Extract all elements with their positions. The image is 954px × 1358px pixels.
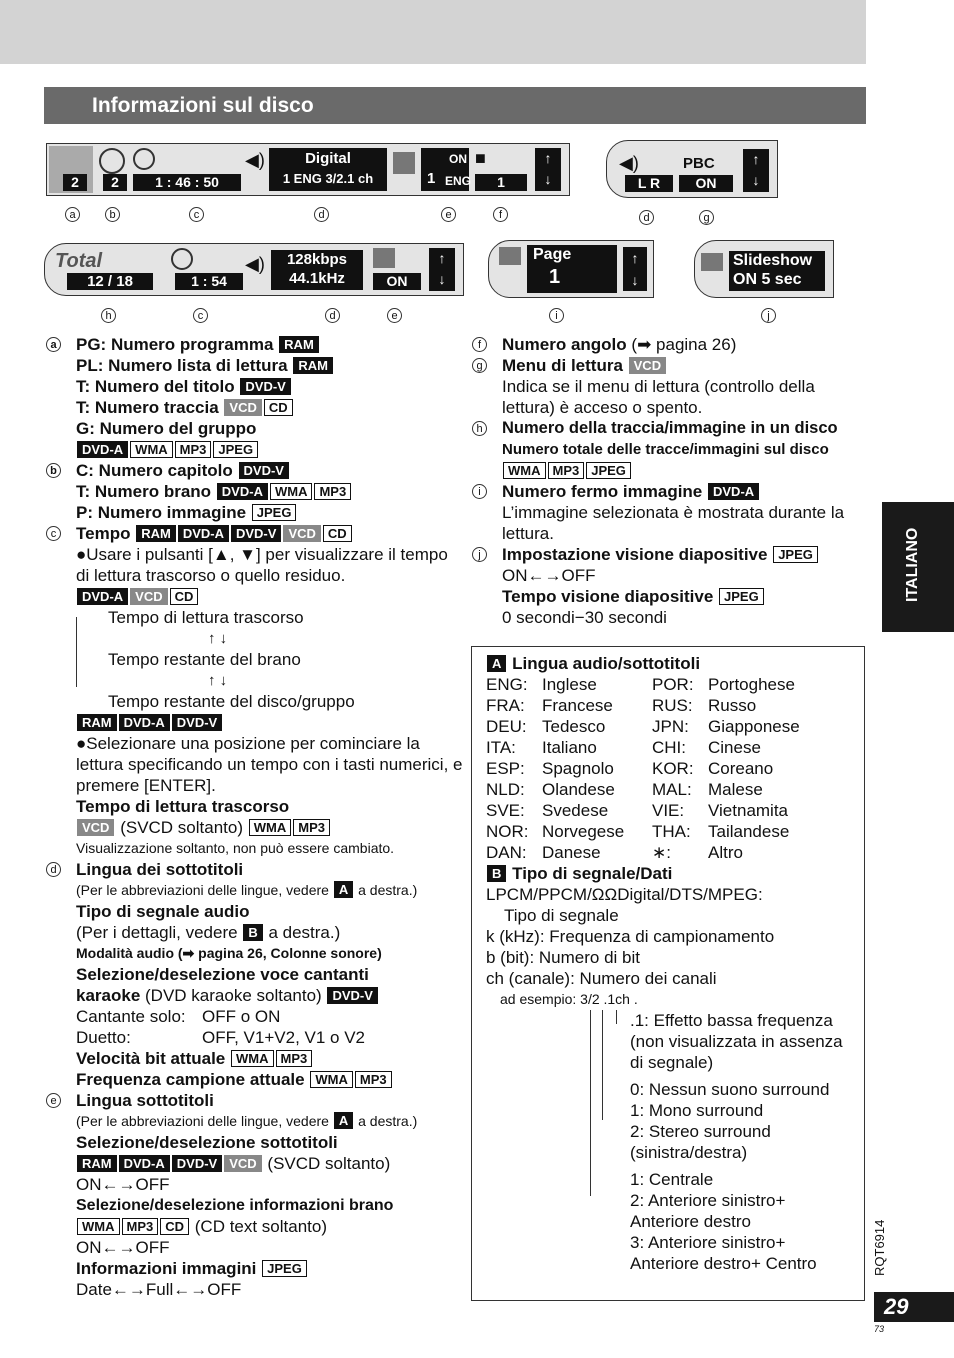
- time-search-instructions: ●Selezionare una posizione per cominciare la lettura specificando un tempo con i tasti numerici, e premere [ENTER].: [76, 734, 463, 795]
- lang-name: Francese: [542, 696, 613, 715]
- chapter-value: 2: [103, 174, 127, 191]
- callout-j: j: [761, 308, 776, 323]
- angle-heading: Numero angolo: [502, 335, 627, 354]
- marker-h: h: [472, 421, 487, 436]
- tag-cd: CD: [264, 399, 293, 416]
- chapter-icon: [99, 148, 125, 174]
- language-tab: [882, 502, 954, 632]
- track-info-heading: Selezione/deselezione informazioni brano: [76, 1197, 394, 1214]
- item-g: [470, 355, 870, 418]
- marker-f: f: [472, 337, 487, 352]
- track-total-heading: Numero totale delle tracce/immagini sul disco: [502, 441, 829, 458]
- tag-vcd: VCD: [629, 357, 666, 374]
- item-c: [44, 523, 464, 859]
- karaoke-heading: Selezione/deselezione voce cantanti: [76, 965, 369, 984]
- tag-dvda: DVD-A: [178, 525, 229, 542]
- lr-value: L R: [625, 175, 673, 192]
- still-heading: Numero fermo immagine: [502, 482, 703, 501]
- lang-name: Russo: [708, 696, 757, 715]
- note-front2: 2: Anteriore sinistro+ Anteriore destro: [630, 1191, 786, 1231]
- still-desc: L’immagine selezionata è mostrata durante la lettura.: [502, 503, 845, 543]
- item-f: [470, 334, 870, 355]
- tag-mp3: MP3: [276, 1050, 313, 1067]
- lang-code: ENG:: [486, 675, 528, 694]
- slideshow-box: [729, 251, 825, 291]
- tag-mp3: MP3: [293, 819, 330, 836]
- callout-b: b: [105, 207, 120, 222]
- page-number: 1: [549, 266, 561, 288]
- cycle-remaining-disc: Tempo restante del disco/gruppo: [108, 692, 355, 711]
- karaoke-word: karaoke: [76, 986, 141, 1005]
- tag-dvdv: DVD-V: [240, 378, 290, 395]
- image-icon: [499, 247, 521, 265]
- tag-wma: WMA: [77, 1218, 120, 1235]
- pg-text: PG: Numero programma: [76, 335, 274, 354]
- cycle-elapsed: Tempo di lettura trascorso: [108, 608, 304, 627]
- chapter-text: C: Numero capitolo: [76, 461, 233, 480]
- callout-e: e: [441, 207, 456, 222]
- lang-code: DEU:: [486, 717, 527, 736]
- svcd-note: (SVCD soltanto): [120, 818, 244, 837]
- lang-name: Giapponese: [708, 717, 800, 736]
- audio-info: 1 ENG 3/2.1 ch: [282, 171, 374, 186]
- tag-dvdv: DVD-V: [172, 714, 222, 731]
- callout-f: f: [493, 207, 508, 222]
- note-no-surround: 0: Nessun suono surround: [630, 1080, 830, 1099]
- example: ad esempio: 3/2 .1ch .: [500, 991, 638, 1007]
- tag-wma: WMA: [249, 819, 292, 836]
- abbr-note-end: a destra.): [358, 882, 418, 898]
- callout-i: i: [549, 308, 564, 323]
- samplerate-heading: Frequenza campione attuale: [76, 1070, 305, 1089]
- lang-code: VIE:: [652, 801, 685, 820]
- lang-code: THA:: [652, 822, 691, 841]
- speaker-icon: ◀): [619, 153, 639, 173]
- lang-code: DAN:: [486, 843, 527, 862]
- duet-label: Duetto:: [76, 1028, 131, 1047]
- callout-c: c: [189, 207, 204, 222]
- lang-title: Lingua audio/sottotitoli: [512, 654, 701, 673]
- tag-dvda: DVD-A: [119, 714, 170, 731]
- box-tag-a: A: [487, 655, 506, 672]
- note-mono: 1: Mono surround: [630, 1101, 764, 1120]
- lang-code: ∗:: [652, 843, 671, 862]
- tag-dvdv: DVD-V: [327, 987, 377, 1004]
- page-label: Page: [533, 246, 572, 263]
- callout-d: d: [639, 210, 654, 225]
- updown-button[interactable]: ↑ ↓: [743, 149, 769, 192]
- trackinfo-onoff: ON←→OFF: [76, 1238, 170, 1257]
- lang-code: ESP:: [486, 759, 525, 778]
- image-text: P: Numero immagine: [76, 503, 247, 522]
- osd-slideshow-display: [694, 240, 834, 298]
- updown-button[interactable]: ↑ ↓: [429, 248, 455, 291]
- callout-h: h: [101, 308, 116, 323]
- marker-a: a: [46, 337, 61, 352]
- lang-name: Tailandese: [708, 822, 790, 841]
- clock-icon: [171, 248, 193, 270]
- tag-ram: RAM: [293, 357, 333, 374]
- lang-code: KOR:: [652, 759, 694, 778]
- pg-value: 2: [63, 174, 87, 191]
- duet-value: OFF, V1+V2, V1 o V2: [202, 1028, 366, 1047]
- khz-desc: k (kHz): Frequenza di campionamento: [486, 927, 775, 946]
- osd-vcd-display: [606, 140, 778, 198]
- tag-vcd: VCD: [224, 399, 261, 416]
- note-stereo: 2: Stereo surround (sinistra/destra): [630, 1122, 771, 1162]
- camera-icon: ■: [475, 148, 486, 168]
- cycle-remaining-track: Tempo restante del brano: [108, 650, 301, 669]
- pbc-label: PBC: [683, 155, 715, 172]
- karaoke-note: (DVD karaoke soltanto): [145, 986, 322, 1005]
- subtitle-box: [421, 148, 472, 191]
- updown-button[interactable]: ↑ ↓: [535, 148, 561, 191]
- lang-code: ITA:: [486, 738, 516, 757]
- lang-code: CHI:: [652, 738, 686, 757]
- box-tag-b: B: [487, 865, 506, 882]
- lang-code: RUS:: [652, 696, 693, 715]
- lang-name: Inglese: [542, 675, 597, 694]
- tag-jpeg: JPEG: [719, 588, 764, 605]
- tag-cd: CD: [170, 588, 199, 605]
- ch-desc: ch (canale): Numero dei canali: [486, 969, 717, 988]
- tag-wma: WMA: [503, 462, 546, 479]
- lang-name: Italiano: [542, 738, 597, 757]
- details-note: (Per i dettagli, vedere: [76, 923, 238, 942]
- tag-ram: RAM: [136, 525, 176, 542]
- note-center: 1: Centrale: [630, 1170, 714, 1189]
- marker-i: i: [472, 484, 487, 499]
- item-i: [470, 481, 870, 544]
- tag-mp3: MP3: [314, 483, 351, 500]
- time-cycle: Tempo di lettura trascorso ↑ ↓ Tempo restante del brano ↑ ↓ Tempo restante del disco/gruppo: [76, 607, 464, 712]
- abbr-note: (Per le abbreviazioni delle lingue, vedere: [76, 1113, 329, 1129]
- time-heading: Tempo: [76, 524, 131, 543]
- ref-b: B: [243, 924, 262, 941]
- lang-name: Coreano: [708, 759, 774, 778]
- tag-dvdv: DVD-V: [172, 1155, 222, 1172]
- left-column: [44, 334, 464, 1300]
- tag-wma: WMA: [130, 441, 173, 458]
- subtitle-heading: Lingua sottotitoli: [76, 1091, 214, 1110]
- lang-name: Danese: [542, 843, 601, 862]
- tag-ram: RAM: [77, 714, 117, 731]
- speaker-icon: ◀): [245, 254, 265, 274]
- lang-name: Olandese: [542, 780, 615, 799]
- marker-j: j: [472, 547, 487, 562]
- kbps-value: 128kbps: [286, 251, 348, 268]
- callout-c: c: [193, 308, 208, 323]
- tag-ram: RAM: [279, 336, 319, 353]
- tag-mp3: MP3: [175, 441, 212, 458]
- image-info-cycle: Date←→Full←→OFF: [76, 1280, 242, 1299]
- slide-time-heading: Tempo visione diapositive: [502, 587, 714, 606]
- language-label: ITALIANO: [904, 527, 921, 602]
- clock-icon: [133, 148, 155, 170]
- subtitle-toggle-heading: Selezione/deselezione sottotitoli: [76, 1133, 338, 1152]
- lang-code: MAL:: [652, 780, 692, 799]
- lang-code: NLD:: [486, 780, 525, 799]
- osd-dvd-display: [46, 143, 570, 196]
- audio-mode-note: Modalità audio (➡ pagina 26, Colonne sonore): [76, 945, 382, 961]
- solo-value: OFF o ON: [202, 1007, 281, 1026]
- digital-label: Digital: [305, 150, 351, 167]
- svcd-note: (SVCD soltanto): [267, 1154, 391, 1173]
- tag-cd: CD: [323, 525, 352, 542]
- tag-cd: CD: [160, 1218, 189, 1235]
- lang-table: [486, 674, 856, 863]
- reference-box: [471, 646, 865, 1301]
- tag-dvda: DVD-A: [708, 483, 759, 500]
- doc-code: RQT6914: [872, 1219, 887, 1276]
- top-band: [0, 0, 866, 64]
- slideshow-label: Slideshow: [733, 252, 813, 269]
- callout-g: g: [699, 210, 714, 225]
- subtitle-lang-heading: Lingua dei sottotitoli: [76, 860, 244, 879]
- page-number: 29: [874, 1292, 954, 1322]
- right-column: [470, 334, 870, 628]
- display-only-note: Visualizzazione soltanto, non può essere cambiato.: [76, 840, 395, 856]
- track-text: T: Numero brano: [76, 482, 212, 501]
- tag-dvda: DVD-A: [217, 483, 268, 500]
- details-note-end: a destra.): [268, 923, 341, 942]
- pbc-desc: Indica se il menu di lettura (controllo della lettura) è acceso o spento.: [502, 377, 815, 417]
- item-j: [470, 544, 870, 628]
- tag-mp3: MP3: [355, 1071, 392, 1088]
- callout-d: d: [325, 308, 340, 323]
- subtitle-onoff: ON←→OFF: [76, 1175, 170, 1194]
- section-title: Informazioni sul disco: [44, 87, 866, 124]
- marker-e: e: [46, 1093, 61, 1108]
- solo-label: Cantante solo:: [76, 1007, 186, 1026]
- tag-vcd: VCD: [130, 588, 167, 605]
- info-value: ON: [373, 273, 421, 290]
- speaker-icon: ◀): [245, 150, 265, 170]
- osd-page-display: [488, 240, 654, 298]
- tag-vcd: VCD: [77, 819, 114, 836]
- slide-time-range: 0 secondi−30 secondi: [502, 608, 667, 627]
- track-num-text: T: Numero traccia: [76, 398, 219, 417]
- title-num-text: T: Numero del titolo: [76, 377, 235, 396]
- subtitle-icon: [393, 152, 415, 174]
- item-b: [44, 460, 464, 523]
- image-info-heading: Informazioni immagini: [76, 1259, 257, 1278]
- image-icon: [701, 253, 723, 271]
- signal-types: LPCM/PPCM/ΩΩDigital/DTS/MPEG:: [486, 885, 763, 904]
- lang-name: Svedese: [542, 801, 609, 820]
- pbc-heading: Menu di lettura: [502, 356, 623, 375]
- tag-dvda: DVD-A: [77, 441, 128, 458]
- item-d: [44, 859, 464, 1090]
- item-a: [44, 334, 464, 460]
- audio-signal-heading: Tipo di segnale audio: [76, 902, 250, 921]
- lang-name: Vietnamita: [708, 801, 789, 820]
- lang-code: JPN:: [652, 717, 689, 736]
- pbc-value: ON: [679, 175, 733, 192]
- lang-name: Norvegese: [542, 822, 625, 841]
- ref-a: A: [334, 881, 353, 898]
- tag-jpeg: JPEG: [213, 441, 258, 458]
- item-h: [470, 418, 870, 481]
- cdtext-note: (CD text soltanto): [194, 1217, 328, 1236]
- marker-d: d: [46, 862, 61, 877]
- track-value: 12 / 18: [67, 273, 153, 290]
- small-page-number: 73: [874, 1324, 885, 1334]
- angle-ref: (➡ pagina 26): [631, 335, 737, 354]
- osd-mp3-display: [44, 243, 464, 296]
- lang-name: Portoghese: [708, 675, 795, 694]
- pl-text: PL: Numero lista di lettura: [76, 356, 288, 375]
- tag-vcd: VCD: [224, 1155, 261, 1172]
- time-value: 1 : 46 : 50: [133, 174, 241, 191]
- tag-dvdv: DVD-V: [231, 525, 281, 542]
- track-num-heading: Numero della traccia/immagine in un disco: [502, 419, 838, 437]
- tag-wma: WMA: [310, 1071, 353, 1088]
- subtitle-lang: ENG: [445, 174, 472, 188]
- tag-mp3: MP3: [548, 462, 585, 479]
- note-front3: 3: Anteriore sinistro+ Anteriore destro+ Centro: [630, 1233, 817, 1273]
- elapsed-heading: Tempo di lettura trascorso: [76, 797, 290, 816]
- khz-value: 44.1kHz: [289, 270, 345, 287]
- angle-value: 1: [475, 174, 527, 191]
- tag-dvda: DVD-A: [119, 1155, 170, 1172]
- subtitle-num: 1: [427, 170, 436, 187]
- abbr-note-end: a destra.): [358, 1113, 418, 1129]
- ref-a: A: [334, 1112, 353, 1129]
- tag-mp3: MP3: [122, 1218, 159, 1235]
- tag-ram: RAM: [77, 1155, 117, 1172]
- callout-a: a: [65, 207, 80, 222]
- slideshow-onoff: ON←→OFF: [502, 566, 596, 585]
- lang-code: FRA:: [486, 696, 525, 715]
- lang-code: NOR:: [486, 822, 529, 841]
- lang-code: SVE:: [486, 801, 525, 820]
- lang-name: Spagnolo: [542, 759, 614, 778]
- tag-wma: WMA: [231, 1050, 274, 1067]
- signal-desc: Tipo di segnale: [504, 906, 619, 925]
- bit-desc: b (bit): Numero di bit: [486, 948, 640, 967]
- channel-notes: [486, 1010, 856, 1274]
- bitrate-box: [271, 250, 363, 290]
- marker-b: b: [46, 463, 61, 478]
- tag-jpeg: JPEG: [773, 546, 818, 563]
- lang-name: Altro: [708, 843, 743, 862]
- marker-g: g: [472, 358, 487, 373]
- callout-d: d: [314, 207, 329, 222]
- lang-name: Cinese: [708, 738, 761, 757]
- slideshow-heading: Impostazione visione diapositive: [502, 545, 768, 564]
- lang-name: Tedesco: [542, 717, 606, 736]
- tag-dvda: DVD-A: [77, 588, 128, 605]
- note-lfe: .1: Effetto bassa frequenza (non visualizzata in assenza di segnale): [630, 1011, 843, 1072]
- time-instructions: ●Usare i pulsanti [▲, ▼] per visualizzare il tempo di lettura trascorso o quello residuo.: [76, 545, 448, 585]
- subtitle-icon: [373, 248, 395, 268]
- tag-jpeg: JPEG: [586, 462, 631, 479]
- tag-jpeg: JPEG: [262, 1260, 307, 1277]
- callout-e: e: [387, 308, 402, 323]
- marker-c: c: [46, 526, 61, 541]
- lang-code: POR:: [652, 675, 694, 694]
- tag-vcd: VCD: [283, 525, 320, 542]
- tag-dvdv: DVD-V: [239, 462, 289, 479]
- time-value: 1 : 54: [175, 273, 243, 290]
- slideshow-value: ON 5 sec: [733, 271, 802, 288]
- box-content: [486, 653, 856, 1274]
- audio-box: [269, 148, 387, 191]
- tag-wma: WMA: [270, 483, 313, 500]
- group-num-text: G: Numero del gruppo: [76, 419, 257, 438]
- total-label: Total: [55, 250, 103, 272]
- lang-name: Malese: [708, 780, 763, 799]
- item-e: [44, 1090, 464, 1300]
- bitrate-heading: Velocità bit attuale: [76, 1049, 226, 1068]
- abbr-note: (Per le abbreviazioni delle lingue, vedere: [76, 882, 329, 898]
- signal-title: Tipo di segnale/Dati: [512, 864, 673, 883]
- updown-button[interactable]: ↑ ↓: [623, 247, 647, 291]
- page-box: [527, 245, 617, 293]
- tag-jpeg: JPEG: [252, 504, 297, 521]
- subtitle-on: ON: [449, 152, 467, 166]
